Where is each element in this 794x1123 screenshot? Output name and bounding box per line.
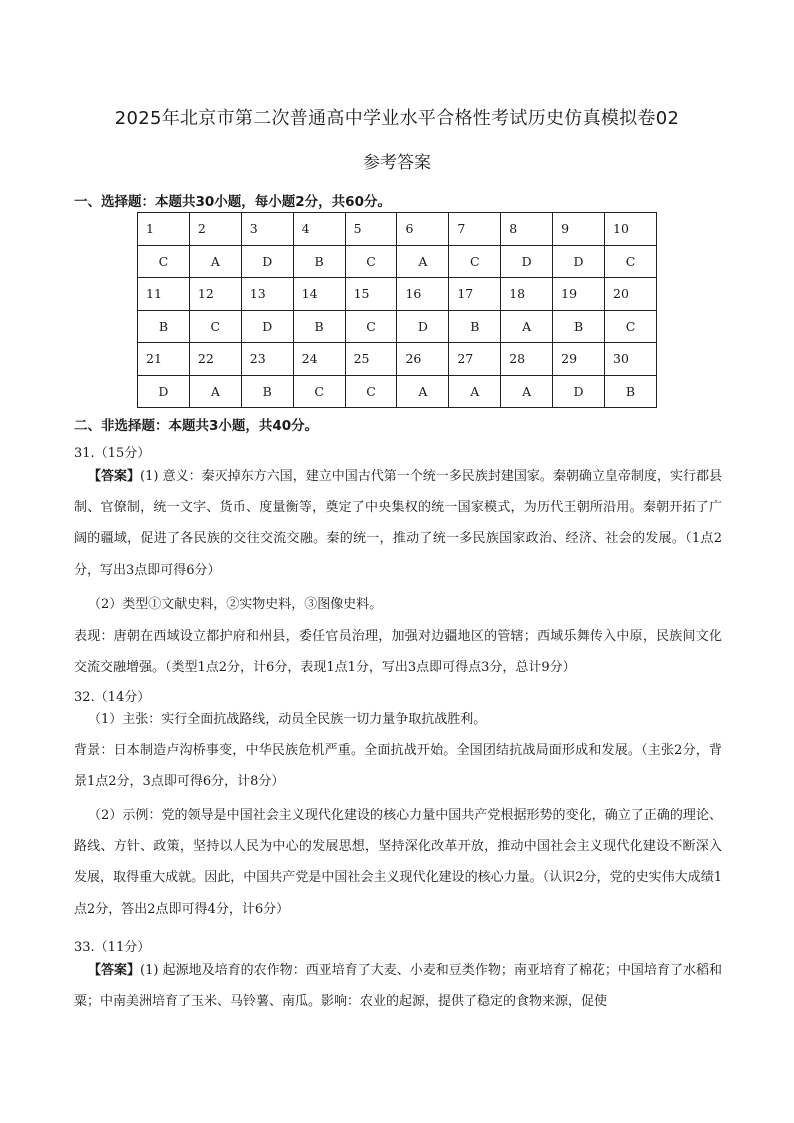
answer-row [138,375,657,408]
question-number-cell: 13 [241,278,293,311]
question-number-cell: 1 [138,213,190,246]
answer-cell: C [345,245,397,278]
question-number-row [138,278,657,311]
question-number-cell: 5 [345,213,397,246]
answer-row [138,310,657,343]
document-subtitle: 参考答案 [363,153,431,173]
question-31-answer-part3: 表现：唐朝在西域设立都护府和州县，委任官员治理，加强对边疆地区的管辖；西域乐舞传入中原，民族间文化交流交融增强。（类型1点2分，计6分，表现1点1分，写出3点即可得点3分，总计9分） [74,629,722,676]
answer-cell: D [138,375,190,408]
question-number-row [138,213,657,246]
answer-cell: C [605,310,657,343]
question-number-cell: 21 [138,343,190,376]
question-number-cell: 2 [189,213,241,246]
answer-cell: D [241,245,293,278]
answer-cell: C [605,245,657,278]
section-heading-choice: 一、选择题：本题共30小题，每小题2分，共60分。 [74,194,391,210]
answer-cell: B [605,375,657,408]
answer-cell: C [189,310,241,343]
answer-cell: D [241,310,293,343]
answer-cell: C [138,245,190,278]
question-number-cell: 28 [501,343,553,376]
question-number-cell: 6 [397,213,449,246]
answer-table [137,212,657,408]
answer-cell: B [241,375,293,408]
answer-cell: A [397,245,449,278]
answer-label: 【答案】 [88,469,141,484]
question-number-cell: 7 [449,213,501,246]
question-number-cell: 30 [605,343,657,376]
answer-row [138,245,657,278]
question-number-cell: 16 [397,278,449,311]
question-31-answer-part1 [74,461,722,586]
question-number-row [138,343,657,376]
question-32-answer-part3: （2）示例：党的领导是中国社会主义现代化建设的核心力量中国共产党根据形势的变化，确立了正确的理论、路线、方针、政策，坚持以人民为中心的发展思想，坚持深化改革开放，推动中国社会主义现代化建设不断深入发展，取得重大成就。因此，中国共产党是中国社会主义现代化建设的核心力量。（认识2分，党的史实伟大成绩1点2分，答出2点即可得4分，计6分） [74,808,722,917]
answer-cell: C [345,375,397,408]
answer-cell: C [449,245,501,278]
answer-cell: A [501,310,553,343]
answer-cell: C [293,375,345,408]
document-title: 2025年北京市第二次普通高中学业水平合格性考试历史仿真模拟卷02 [114,108,680,129]
question-32-answer-part1: （1）主张：实行全面抗战路线，动员全民族一切力量争取抗战胜利。 [88,712,487,727]
answer-cell: B [449,310,501,343]
answer-cell: A [189,375,241,408]
answer-cell: C [345,310,397,343]
answer-label: 【答案】 [88,963,141,978]
question-number-cell: 10 [605,213,657,246]
question-31-answer-part2: （2）类型①文献史料，②实物史料，③图像史料。 [88,597,383,612]
question-number-cell: 22 [189,343,241,376]
question-32-number: 32.（14分） [74,690,151,705]
answer-cell: A [501,375,553,408]
question-number-cell: 3 [241,213,293,246]
question-33-answer-part1 [74,955,722,1017]
question-number-cell: 17 [449,278,501,311]
answer-cell: B [293,310,345,343]
question-number-cell: 8 [501,213,553,246]
question-number-cell: 11 [138,278,190,311]
question-number-cell: 12 [189,278,241,311]
question-number-cell: 15 [345,278,397,311]
question-number-cell: 26 [397,343,449,376]
question-33-number: 33.（11分） [74,940,151,955]
question-number-cell: 4 [293,213,345,246]
question-number-cell: 27 [449,343,501,376]
question-number-cell: 25 [345,343,397,376]
question-number-cell: 23 [241,343,293,376]
question-number-cell: 18 [501,278,553,311]
answer-cell: D [501,245,553,278]
question-31-number: 31.（15分） [74,446,151,461]
question-number-cell: 9 [553,213,605,246]
question-32-answer-part2: 背景：日本制造卢沟桥事变，中华民族危机严重。全面抗战开始。全国团结抗战局面形成和发展。（主张2分，背景1点2分，3点即可得6分，计8分） [74,743,722,790]
answer-cell: B [553,310,605,343]
question-number-cell: 24 [293,343,345,376]
question-number-cell: 29 [553,343,605,376]
answer-cell: A [449,375,501,408]
question-number-cell: 20 [605,278,657,311]
answer-cell: B [138,310,190,343]
section-heading-nonchoice: 二、非选择题：本题共3小题，共40分。 [74,418,319,434]
answer-cell: A [397,375,449,408]
answer-cell: D [553,245,605,278]
answer-cell: D [397,310,449,343]
answer-cell: D [553,375,605,408]
q31-part1-text: (1) 意义：秦灭掉东方六国，建立中国古代第一个统一多民族封建国家。秦朝确立皇帝制度，实行郡县制、官僚制，统一文字、货币、度量衡等，奠定了中央集权的统一国家模式，为历代王朝所沿用。秦朝开拓了广阔的疆域，促进了各民族的交往交流交融。秦的统一，推动了统一多民族国家政治、经济、社会的发展。（1点2分，写出3点即可得6分） [74,469,722,578]
question-number-cell: 14 [293,278,345,311]
answer-cell: B [293,245,345,278]
answer-cell: A [189,245,241,278]
question-number-cell: 19 [553,278,605,311]
q33-part1-text: (1) 起源地及培育的农作物：西亚培育了大麦、小麦和豆类作物；南亚培育了棉花；中国培育了水稻和粟；中南美洲培育了玉米、马铃薯、南瓜。影响：农业的起源，提供了稳定的食物来源，促使 [74,963,722,1010]
